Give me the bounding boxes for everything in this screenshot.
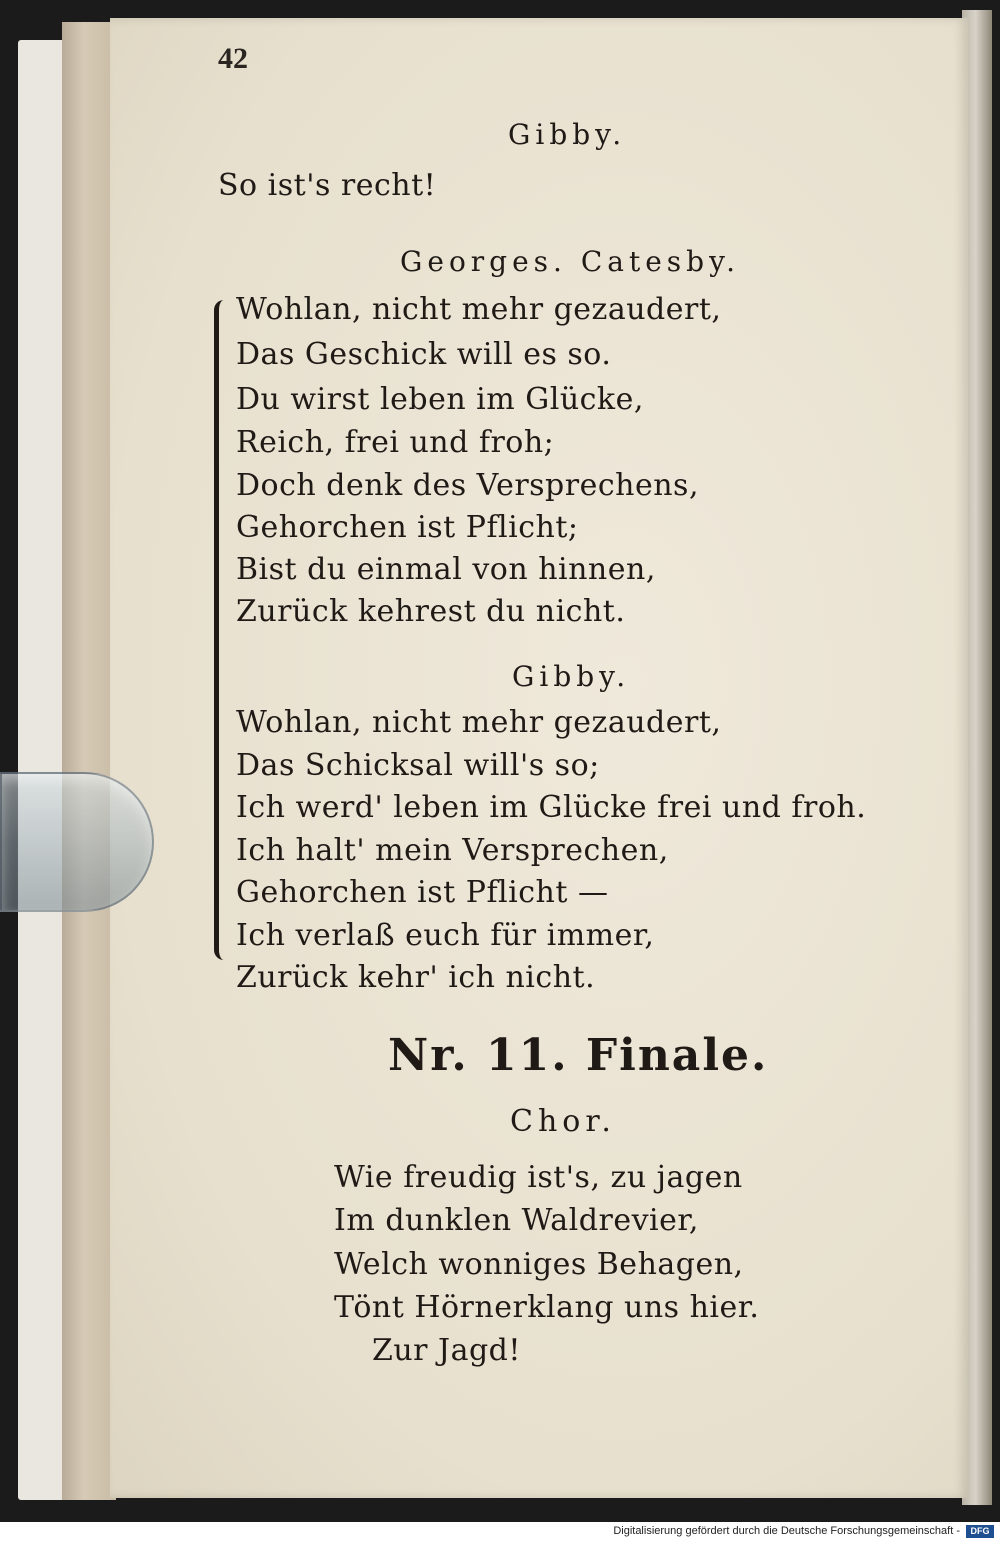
speaker-gibby: Gibby. [508, 118, 627, 151]
text-line: Zurück kehrest du nicht. [236, 594, 626, 629]
text-line: Das Geschick will es so. [236, 337, 612, 372]
footer-bar [0, 1522, 1000, 1542]
page-number: 42 [218, 42, 248, 75]
text-line: Gehorchen ist Pflicht; [236, 510, 579, 545]
scanner-page-clip [0, 772, 154, 912]
text-line: Ich verlaß euch für immer, [236, 918, 655, 953]
finale-heading: Nr. 11. Finale. [388, 1030, 769, 1081]
text-line: Welch wonniges Behagen, [334, 1247, 744, 1282]
text-line: Zurück kehr' ich nicht. [236, 960, 596, 995]
text-line: Gehorchen ist Pflicht — [236, 875, 609, 910]
speaker-georges-catesby: Georges. Catesby. [400, 245, 741, 278]
text-line: Bist du einmal von hinnen, [236, 552, 656, 587]
text-line: Ich halt' mein Versprechen, [236, 833, 669, 868]
text-line: Tönt Hörnerklang uns hier. [334, 1290, 760, 1325]
text-line: Doch denk des Versprechens, [236, 468, 699, 503]
text-line: Du wirst leben im Glücke, [236, 382, 644, 417]
text-line: Wohlan, nicht mehr gezaudert, [236, 705, 722, 740]
text-line: Das Schicksal will's so; [236, 748, 600, 783]
verse-brace [214, 300, 233, 960]
text-line: Wohlan, nicht mehr gezaudert, [236, 292, 722, 327]
text-line: Wie freudig ist's, zu jagen [334, 1160, 743, 1195]
text-line: Reich, frei und froh; [236, 425, 555, 460]
text-line: Ich werd' leben im Glücke frei und froh. [236, 790, 867, 825]
speaker-gibby: Gibby. [512, 660, 631, 693]
footer-credit: Digitalisierung gefördert durch die Deutsche Forschungsgemeinschaft - [613, 1525, 960, 1537]
page-stack-edge [62, 22, 116, 1500]
speaker-chor: Chor. [510, 1104, 616, 1139]
text-line: So ist's recht! [218, 168, 437, 203]
text-line: Zur Jagd! [372, 1333, 521, 1368]
text-line: Im dunklen Waldrevier, [334, 1203, 699, 1238]
dfg-logo-icon: DFG [966, 1525, 994, 1538]
